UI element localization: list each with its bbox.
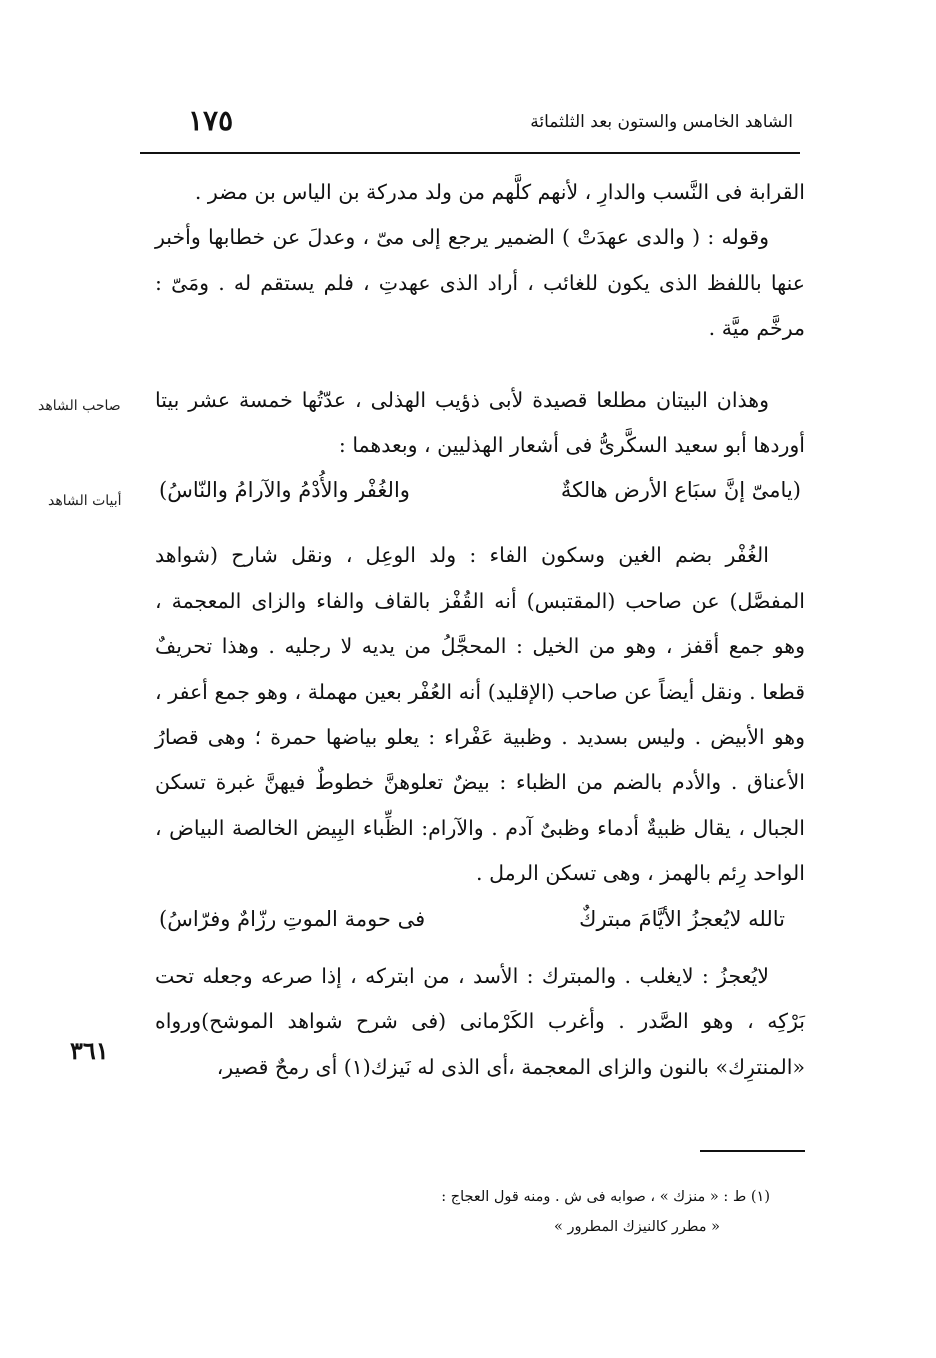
footnote-rule <box>700 1150 805 1152</box>
footnote-line: (١) ط : « منزك » ، صوابه فى ش . ومنه قول العجاج : <box>441 1189 770 1205</box>
main-text <box>155 170 805 1090</box>
footnotes <box>330 1182 770 1242</box>
margin-note-author: صاحب الشاهد <box>38 398 121 414</box>
margin-number: ٣٦١ <box>70 1036 109 1065</box>
verse-line-1 <box>155 468 805 513</box>
paragraph-gloss-mubtarik: لايُعجزُ : لايغلب . والمبترك : الأسد ، من ابتركه ، إذا صرعه وجعله تحت بَرْكِه ، وهو الصَّدر . وأغرب الكَرْمانى (فى شرح شواهد الموشح)ورواه «المنترِك» بالنون والزاى المعجمة ،أى الذى له نَيزك(١) أى رمحٌ قصير، <box>155 963 805 1079</box>
page-number: ١٧٥ <box>188 104 234 137</box>
paragraph-pronoun: وقوله : ( والدى عهدَتْ ) الضمير يرجع إلى مىّ ، وعدلَ عن خطابها وأخبر عنها باللفظ الذى يكون للغائب ، أراد الذى عهدتِ ، فلم يستقم له . ومَىّ : مرخَّم ميَّة . <box>155 225 805 341</box>
verse-1-first-hemistich: (يامىّ إنَّ سبَاع الأرض هالكةٌ <box>560 478 801 503</box>
paragraph-gloss-ghufr: الغُفْر بضم الغين وسكون الفاء : ولد الوعِل ، ونقل شارح (شواهد المفصَّل) عن صاحب (المقتبس) أنه القُفْز بالقاف والفاء والزاى المعجمة ، وهو جمع أقفز ، وهو من الخيل : المحجَّلُ من يديه لا رجليه . وهذا تحريفٌ قطعا . ونقل أيضاً عن صاحب (الإقليد) أنه العُفْر بعين مهملة ، وهو جمع أعفر ، وهو الأبيض . وليس بسديد . وظبية عَفْراء : يعلو بياضها حمرة ؛ وهى قصارُ الأعناق . والأدم بالضم من الظباء : بيضٌ تعلوهنَّ خطوطٌ فيهنَّ غبرة تسكن الجبال ، يقال ظبيةٌ أدماء وظبىٌ آدم . والآرام: الظِّباء البِيض الخالصة البياض ، الواحد رِئم بالهمز ، وهى تسكن الرمل . <box>155 543 805 886</box>
verse-line-2 <box>155 897 805 942</box>
header-rule <box>140 152 800 154</box>
verse-1-second-hemistich: والغُفْر والأُدْمُ والآرامُ والنّاسُ) <box>159 478 410 503</box>
footnote-quote: « مطرر كالنيزك المطرور » <box>553 1219 720 1235</box>
margin-note-verses: أبيات الشاهد <box>48 493 122 509</box>
running-title: الشاهد الخامس والستون بعد الثلثمائة <box>530 112 793 132</box>
running-head <box>168 100 793 144</box>
paragraph-lineage: القرابة فى النَّسب والدارِ ، لأنهم كلَّهم من ولد مدركة بن الياس بن مضر . <box>194 180 805 204</box>
verse-2-second-hemistich: فى حومة الموتِ رزّامٌ وفرّاسُ) <box>159 906 426 931</box>
paragraph-source: وهذان البيتان مطلعا قصيدة لأبى ذؤيب الهذلى ، عدّتُها خمسة عشر بيتا أوردها أبو سعيد السكَّرىُّ فى أشعار الهذليين ، وبعدهما : <box>155 387 805 458</box>
verse-2-first-hemistich: تالله لايُعجزُ الأيَّامَ مبتركٌ <box>579 906 785 931</box>
